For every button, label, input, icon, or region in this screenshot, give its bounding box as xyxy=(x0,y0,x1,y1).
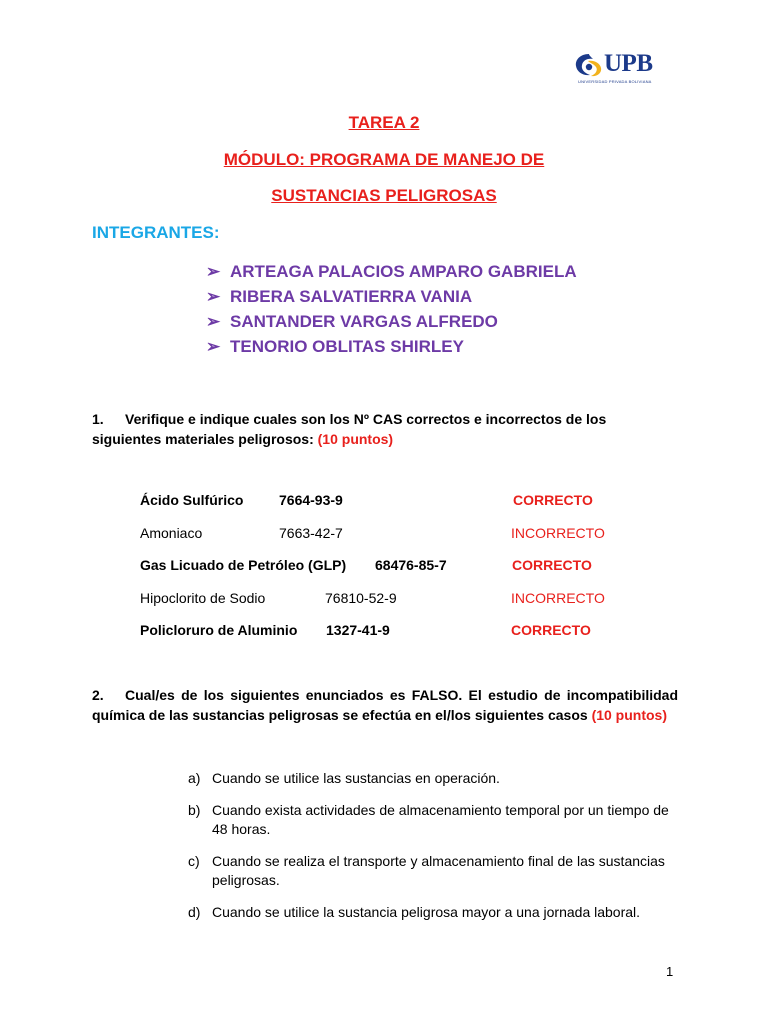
cas-result: CORRECTO xyxy=(512,557,592,573)
option-text: Cuando se utilice la sustancia peligrosa mayor a una jornada laboral. xyxy=(212,904,641,920)
member-item xyxy=(206,262,577,282)
upb-swirl-icon xyxy=(574,52,604,78)
member-name: RIBERA SALVATIERRA VANIA xyxy=(230,287,473,306)
question-points: (10 puntos) xyxy=(317,431,394,447)
option-text: Cuando se realiza el transporte y almacenamiento final de las sustancias peligrosas. xyxy=(212,853,665,888)
cas-number: 68476-85-7 xyxy=(375,557,447,573)
question-text: Cual/es de los siguientes enunciados es FALSO. El estudio de incompatibilidad química de las sustancias peligrosas se efectúa en el/los siguientes casos xyxy=(92,687,678,723)
cas-result: CORRECTO xyxy=(513,492,593,508)
option-text: Cuando exista actividades de almacenamiento temporal por un tiempo de 48 horas. xyxy=(212,802,669,837)
option-item xyxy=(188,769,688,789)
cas-material: Amoniaco xyxy=(140,525,203,541)
member-item xyxy=(206,287,472,307)
option-item xyxy=(188,903,688,923)
cas-number: 7663-42-7 xyxy=(279,525,343,541)
question-1 xyxy=(92,409,678,449)
option-label: d) xyxy=(188,904,201,920)
member-item xyxy=(206,337,464,357)
cas-material: Policloruro de Aluminio xyxy=(140,622,298,638)
member-name: SANTANDER VARGAS ALFREDO xyxy=(230,312,498,331)
option-label: c) xyxy=(188,853,200,869)
cas-result: INCORRECTO xyxy=(511,590,605,606)
cas-material: Gas Licuado de Petróleo (GLP) xyxy=(140,557,347,573)
question-points: (10 puntos) xyxy=(591,707,668,723)
cas-number: 76810-52-9 xyxy=(325,590,397,606)
cas-material: Hipoclorito de Sodio xyxy=(140,590,266,606)
option-label: a) xyxy=(188,770,201,786)
arrow-bullet-icon: ➢ xyxy=(206,337,221,356)
arrow-bullet-icon: ➢ xyxy=(206,262,221,281)
upb-logo-subtitle: UNIVERSIDAD PRIVADA BOLIVIANA xyxy=(578,79,652,84)
arrow-bullet-icon: ➢ xyxy=(206,287,221,306)
member-name: TENORIO OBLITAS SHIRLEY xyxy=(230,337,464,356)
question-text: Verifique e indique cuales son los Nº CAS correctos e incorrectos de los siguientes materiales peligrosos: xyxy=(92,411,607,447)
cas-number: 1327-41-9 xyxy=(326,622,390,638)
task-title: TAREA 2 xyxy=(348,113,420,132)
module-title-line2: SUSTANCIAS PELIGROSAS xyxy=(271,186,497,205)
option-label: b) xyxy=(188,802,201,818)
upb-logo xyxy=(574,50,668,86)
page-number: 1 xyxy=(666,964,674,979)
question-number: 2. xyxy=(92,687,104,703)
cas-result: INCORRECTO xyxy=(511,525,605,541)
arrow-bullet-icon: ➢ xyxy=(206,312,221,331)
option-text: Cuando se utilice las sustancias en operación. xyxy=(212,770,500,786)
module-title-line1: MÓDULO: PROGRAMA DE MANEJO DE xyxy=(223,150,545,169)
member-item xyxy=(206,312,498,332)
question-2 xyxy=(92,685,678,725)
option-item xyxy=(188,852,688,892)
option-item xyxy=(188,801,688,841)
cas-material: Ácido Sulfúrico xyxy=(140,492,244,508)
upb-logo-text: UPB xyxy=(604,50,653,77)
member-name: ARTEAGA PALACIOS AMPARO GABRIELA xyxy=(230,262,577,281)
cas-number: 7664-93-9 xyxy=(279,492,343,508)
question-number: 1. xyxy=(92,411,104,427)
members-label: INTEGRANTES: xyxy=(92,223,220,242)
cas-result: CORRECTO xyxy=(511,622,591,638)
